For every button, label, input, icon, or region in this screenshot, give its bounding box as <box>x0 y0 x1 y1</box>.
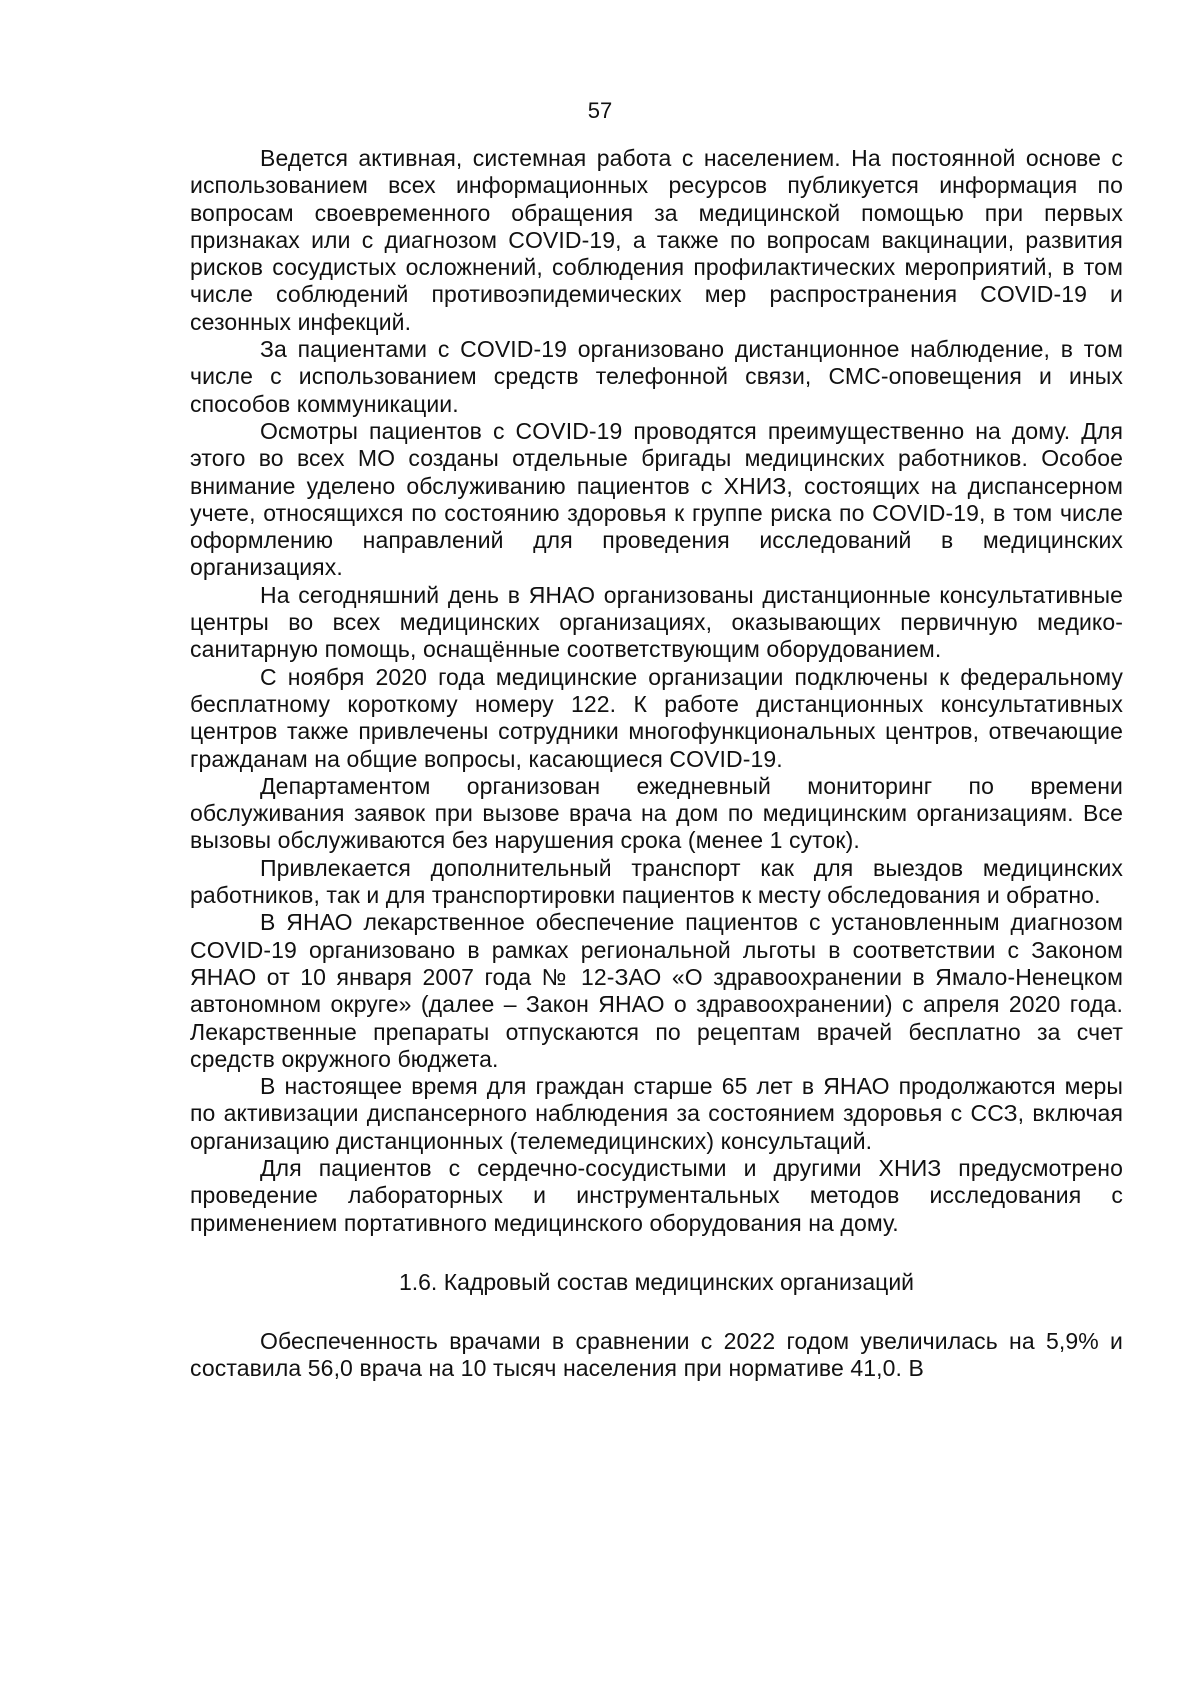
paragraph-call-monitoring: Департаментом организован ежедневный мониторинг по времени обслуживания заявок при вызове врача на дом по медицинским организациям. Все вызовы обслуживаются без нарушения срока (менее 1 суток). <box>190 772 1123 854</box>
paragraph-staffing: Обеспеченность врачами в сравнении с 2022 годом увеличилась на 5,9% и составила 56,0 врача на 10 тысяч населения при нормативе 41,0. В <box>190 1327 1123 1382</box>
paragraph-portable-equipment: Для пациентов с сердечно-сосудистыми и другими ХНИЗ предусмотрено проведение лабораторных и инструментальных методов исследования с применением портативного медицинского оборудования на дому. <box>190 1154 1123 1236</box>
paragraph-consultation-centers: На сегодняшний день в ЯНАО организованы дистанционные консультативные центры во всех медицинских организациях, оказывающих первичную медико-санитарную помощь, оснащённые соответствующим оборудованием. <box>190 581 1123 663</box>
page-number: 57 <box>587 98 613 123</box>
paragraph-drug-provision: В ЯНАО лекарственное обеспечение пациентов с установленным диагнозом COVID-19 организовано в рамках региональной льготы в соответствии с Законом ЯНАО от 10 января 2007 года № 12-ЗАО «О здравоохранении в Ямало-Ненецком автономном округе» (далее – Закон ЯНАО о здравоохранении) с апреля 2020 года. Лекарственные препараты отпускаются по рецептам врачей бесплатно за счет средств окружного бюджета. <box>190 909 1123 1072</box>
paragraph-dispensary-observation: В настоящее время для граждан старше 65 лет в ЯНАО продолжаются меры по активизации диспансерного наблюдения за состоянием здоровья с ССЗ, включая организацию дистанционных (телемедицинских) консультаций. <box>190 1073 1123 1154</box>
document-body <box>190 145 1123 1382</box>
paragraph-public-outreach: Ведется активная, системная работа с населением. На постоянной основе с использованием всех информационных ресурсов публикуется информация по вопросам своевременного обращения за медицинской помощью при первых признаках или с диагнозом COVID-19, а также по вопросам вакцинации, развития рисков сосудистых осложнений, соблюдения профилактических мероприятий, в том числе соблюдений противоэпидемических мер распространения COVID-19 и сезонных инфекций. <box>190 145 1123 335</box>
paragraph-remote-monitoring: За пациентами с COVID-19 организовано дистанционное наблюдение, в том числе с использованием средств телефонной связи, СМС-оповещения и иных способов коммуникации. <box>190 336 1123 417</box>
paragraph-short-number-122: С ноября 2020 года медицинские организации подключены к федеральному бесплатному короткому номеру 122. К работе дистанционных консультативных центров также привлечены сотрудники многофункциональных центров, отвечающие гражданам на общие вопросы, касающиеся COVID-19. <box>190 663 1123 772</box>
paragraph-home-examinations: Осмотры пациентов с COVID-19 проводятся преимущественно на дому. Для этого во всех МО созданы отдельные бригады медицинских работников. Особое внимание уделено обслуживанию пациентов с ХНИЗ, состоящих на диспансерном учете, относящихся по состоянию здоровья к группе риска по COVID-19, в том числе оформлению направлений для проведения исследований в медицинских организациях. <box>190 417 1123 581</box>
section-title: 1.6. Кадровый состав медицинских организаций <box>398 1268 915 1295</box>
paragraph-transport: Привлекается дополнительный транспорт как для выездов медицинских работников, так и для транспортировки пациентов к месту обследования и обратно. <box>190 854 1123 909</box>
